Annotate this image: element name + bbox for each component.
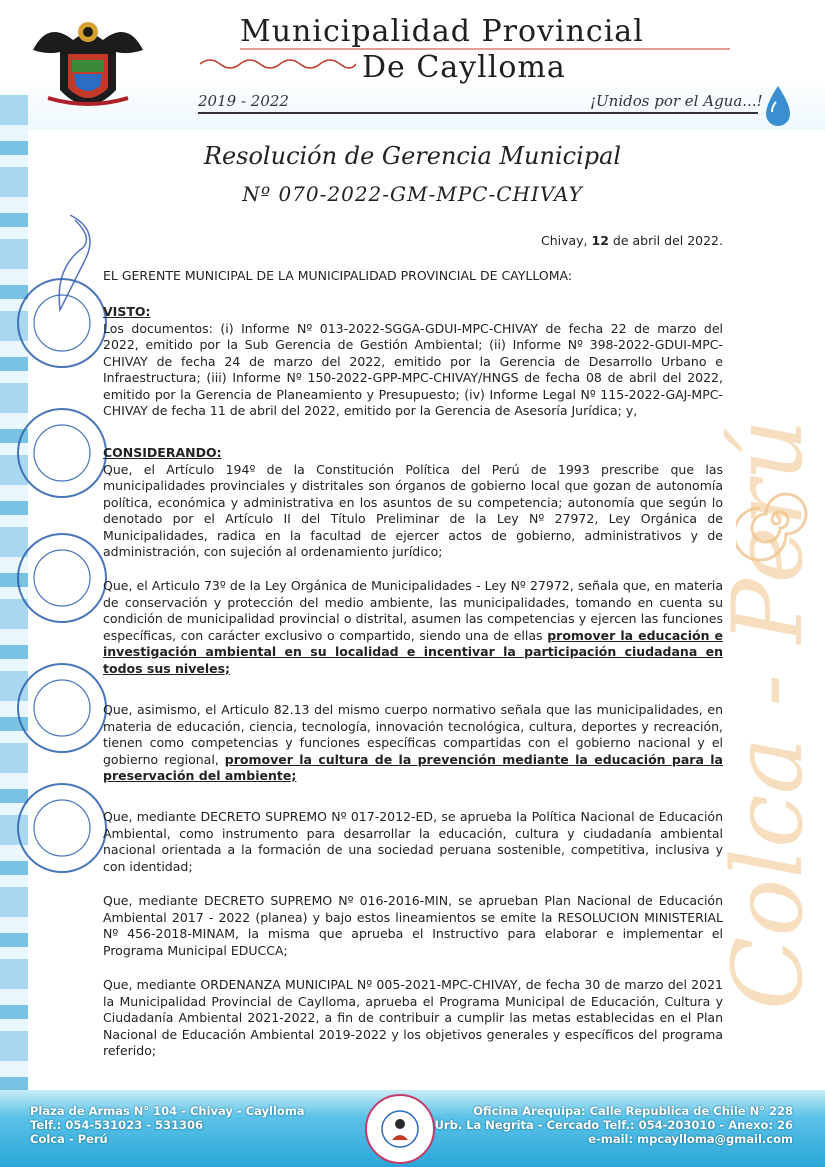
- period-years: 2019 - 2022: [198, 92, 289, 110]
- footer-right-line-2: Urb. La Negrita - Cercado Telf.: 054-203010 - Anexo: 26: [434, 1118, 793, 1132]
- addressee: EL GERENTE MUNICIPAL DE LA MUNICIPALIDAD PROVINCIAL DE CAYLLOMA:: [103, 268, 573, 283]
- stamp-gestion-ambiental-icon: [14, 780, 110, 876]
- p5-e: Nº 456-2018-MINAM, la misma que aprueba el Instructivo para elaborar e implementar el Programa Municipal EDUCCA;: [103, 926, 723, 958]
- considerando-section: [103, 445, 723, 561]
- considerando-paragraph-3: [103, 702, 723, 785]
- p4-a: Que, mediante: [103, 809, 201, 824]
- date-day: 12: [591, 233, 609, 248]
- p6-c: , de fecha 30 de marzo del 2021 la Municipalidad Provincial de Caylloma, aprueba el Programa Municipal de Educación, Cultura y Ciudadanía Ambiental 2021-2022, a fin de contribuir a cumplir las metas establecidas en el Plan Nacional de Educación Ambiental 2019-2022 y los objetivos generales y específicos del programa referido;: [103, 977, 723, 1058]
- resolution-number: Nº 070-2022-GM-MPC-CHIVAY: [242, 182, 583, 206]
- p5-a: Que, mediante: [103, 893, 204, 908]
- p6-b: ORDENANZA MUNICIPAL Nº 005-2021-MPC-CHIVAY: [200, 977, 518, 992]
- p5-b: DECRETO SUPREMO Nº 016-2016-MIN: [204, 893, 449, 908]
- p5-c: , se aprueban Plan Nacional de Educación Ambiental 2017 - 2022 (planea) y bajo estos lineamientos se emite la: [103, 893, 723, 925]
- stamp-gerencia-icon: [14, 275, 110, 371]
- footer-left-line-2: Telf.: 054-531023 - 531306: [30, 1118, 203, 1132]
- p3-highlight: promover la cultura de la prevención mediante la educación para la preservación del ambiente;: [103, 751, 723, 783]
- comprale-al-colca-logo-icon: [360, 1092, 440, 1166]
- page-subtitle: De Caylloma: [362, 50, 566, 85]
- footer-email-link[interactable]: e-mail: mpcaylloma@gmail.com: [588, 1132, 793, 1146]
- date-prefix: Chivay,: [540, 233, 592, 248]
- stamp-presupuesto-icon: [14, 530, 110, 626]
- visto-section: [103, 304, 723, 420]
- title-ornament-left-icon: [200, 56, 356, 72]
- footer-left-line-3: Colca - Perú: [30, 1132, 108, 1146]
- p5-d: RESOLUCION MINISTERIAL: [557, 909, 723, 925]
- p4-b: DECRETO SUPREMO Nº 017-2012-ED: [200, 809, 434, 824]
- date-suffix: de abril del 2022.: [608, 233, 723, 248]
- considerando-paragraph-6: [103, 977, 723, 1060]
- header-divider: [198, 112, 758, 114]
- footer-address-left: [30, 1104, 305, 1146]
- motto: ¡Unidos por el Agua...!: [590, 92, 763, 110]
- p2-highlight: promover la educación e investigación ambiental en su localidad e incentivar la participación ciudadana en todos sus niveles;: [103, 627, 723, 676]
- visto-heading: VISTO:: [103, 304, 151, 319]
- p4-c: , se aprueba la Política Nacional de Educación Ambiental, como instrumento para desarrollar la educación, cultura y ciudadanía ambiental nacional orientada a la formación de una sociedad peruana sostenible, competitiva, inclusiva y con identidad;: [103, 809, 724, 874]
- considerando-heading: CONSIDERANDO:: [103, 445, 222, 460]
- document-date: [541, 233, 723, 248]
- considerando-paragraph-2: [103, 578, 723, 677]
- p2-text: Que, el Articulo 73º de la Ley Orgánica de Municipalidades - Ley Nº 27972, señala que, en materia de conservación y protección del medio ambiente, las municipalidades, tomando en cuenta su condición de municipalidad provincial o distrital, asumen las competencias y ejercen las funciones específicas, con carácter exclusivo o compartido, siendo una de ellas: [103, 578, 723, 643]
- footer-left-line-1: Plaza de Armas N° 104 - Chivay - Caylloma: [30, 1104, 305, 1118]
- municipal-crest-icon: [28, 10, 148, 120]
- water-drop-icon: [760, 84, 796, 128]
- p6-a: Que, mediante: [103, 977, 201, 992]
- footer-address-right: [435, 1104, 793, 1146]
- footer-right-line-1: Oficina Arequipa: Calle Republica de Chile N° 228: [473, 1104, 793, 1118]
- stamp-desarrollo-urbano-icon: [14, 660, 110, 756]
- resolution-title: Resolución de Gerencia Municipal: [203, 142, 622, 170]
- p3-text: Que, asimismo, el Articulo 82.13 del mismo cuerpo normativo señala que las municipalidades, en materia de educación, ciencia, tecnología, innovación tecnológica, cultura, deportes y recreación, tienen como competencias y funciones específicas compartidas con el gobierno nacional y el gobierno regional,: [103, 702, 723, 767]
- page-title: Municipalidad Provincial: [240, 14, 644, 49]
- considerando-paragraph-5: [103, 893, 723, 959]
- considerando-paragraph-1: Que, el Artículo 194º de la Constitución Política del Perú de 1993 prescribe que las municipalidades provinciales y distritales son órganos de gobierno local que gozan de autonomía política, económica y administrativa en los asuntos de su competencia; autonomía que según lo denotado por el Artículo II del Título Preliminar de la Ley Nº 27972, Ley Orgánica de Municipalidades, radica en la facultad de ejercer actos de gobierno, administrativos y de administración, con sujeción al ordenamiento jurídico;: [103, 461, 723, 559]
- considerando-paragraph-4: [103, 809, 723, 875]
- visto-text: Los documentos: (i) Informe Nº 013-2022-SGGA-GDUI-MPC-CHIVAY de fecha 22 de marzo del 2022, emitido por la Sub Gerencia de Gestión Ambiental; (ii) Informe Nº 398-2022-GDUI-MPC-CHIVAY de fecha 24 de marzo del 2022, emitido por la Gerencia de Desarrollo Urbano e Infraestructura; (iii) Informe Nº 150-2022-GPP-MPC-CHIVAY/HNGS de fecha 08 de abril del 2022, emitido por la Gerencia de Planeamiento y Presupuesto; (iv) Informe Legal Nº 115-2022-GAJ-MPC-CHIVAY de fecha 11 de abril del 2022, emitido por la Gerencia de Asesoría Jurídica; y,: [103, 320, 723, 418]
- stamp-asesoria-icon: [14, 405, 110, 501]
- watermark-text: Colca - Perú: [712, 418, 824, 1010]
